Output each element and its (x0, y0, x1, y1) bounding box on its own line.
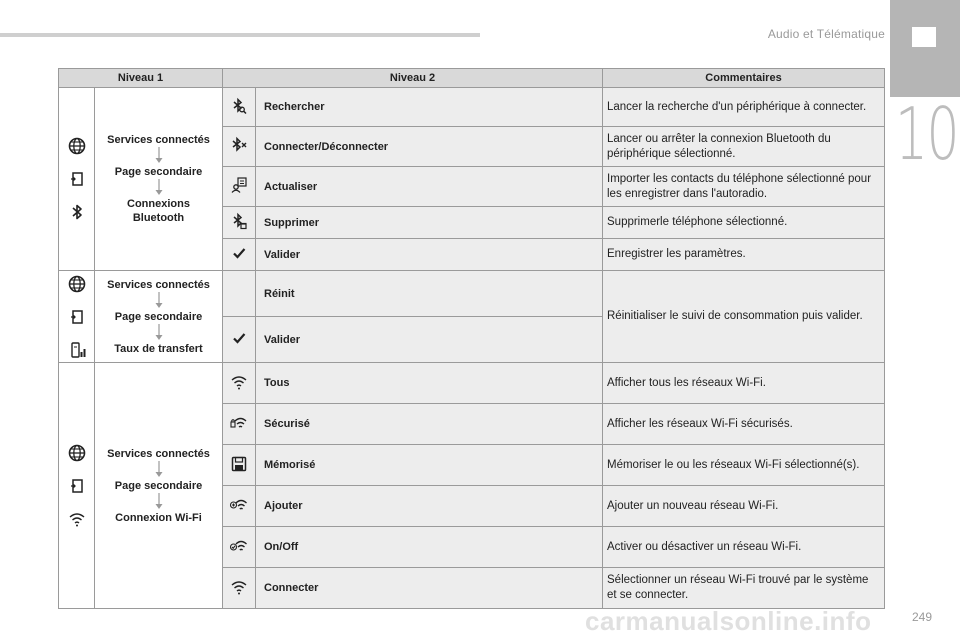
level2-icon-cell (223, 239, 256, 271)
path-step-2: Page secondaire (114, 310, 203, 323)
table-row (59, 363, 885, 404)
wifi-icon (67, 509, 87, 529)
comment: Afficher tous les réseaux Wi-Fi. (603, 363, 885, 404)
level2-label[interactable]: Actualiser (256, 167, 603, 207)
page-icon (67, 476, 87, 496)
arrow-down-icon (154, 324, 164, 342)
comment: Enregistrer les paramètres. (603, 239, 885, 271)
column-header-comments: Commentaires (603, 69, 885, 88)
chapter-number: 10 (895, 92, 959, 176)
column-header-level1: Niveau 1 (59, 69, 223, 88)
wifi-toggle-icon (229, 536, 249, 556)
level2-label[interactable]: Rechercher (256, 88, 603, 127)
check-icon (229, 328, 249, 348)
comment: Ajouter un nouveau réseau Wi-Fi. (603, 486, 885, 527)
path-step-1: Services connectés (107, 447, 210, 460)
level2-icon-cell (223, 527, 256, 568)
wifi-secure-icon (229, 413, 249, 433)
path-step-3: Taux de transfert (114, 342, 203, 355)
wifi-icon (229, 577, 249, 597)
level2-icon-cell (223, 363, 256, 404)
level2-icon-cell (223, 568, 256, 609)
bluetooth-connect-icon (229, 135, 249, 155)
comment: Afficher les réseaux Wi-Fi sécurisés. (603, 404, 885, 445)
level1-path (95, 88, 223, 271)
level2-icon-cell (223, 207, 256, 239)
comment: Mémoriser le ou les réseaux Wi-Fi sélectionné(s). (603, 445, 885, 486)
level2-icon-cell (223, 271, 256, 317)
page-icon (67, 169, 87, 189)
path-step-1: Services connectés (107, 134, 210, 146)
comment: Lancer la recherche d'un périphérique à connecter. (603, 88, 885, 127)
table-row (59, 271, 885, 317)
level2-label[interactable]: On/Off (256, 527, 603, 568)
comment: Importer les contacts du téléphone sélectionné pour les enregistrer dans l'autoradio. (603, 167, 885, 207)
comment: Lancer ou arrêter la connexion Bluetooth du périphérique sélectionné. (603, 127, 885, 167)
table-row (59, 88, 885, 127)
level2-icon-cell (223, 486, 256, 527)
arrow-down-icon (154, 147, 164, 165)
bluetooth-refresh-icon (229, 175, 249, 195)
page-icon (67, 307, 87, 327)
level1-icons (59, 363, 95, 609)
bluetooth-search-icon (229, 96, 249, 116)
comment: Supprimerle téléphone sélectionné. (603, 207, 885, 239)
wifi-icon (229, 372, 249, 392)
level1-path (95, 271, 223, 363)
page-number: 249 (912, 610, 933, 624)
level1-icons (59, 88, 95, 271)
settings-table (58, 68, 885, 609)
arrow-down-icon (154, 461, 164, 479)
level2-label[interactable]: Valider (256, 317, 603, 363)
table-header (59, 69, 885, 88)
arrow-down-icon (154, 292, 164, 310)
comment: Sélectionner un réseau Wi-Fi trouvé par le système et se connecter. (603, 568, 885, 609)
path-step-3: Connexions Bluetooth (127, 198, 190, 224)
level2-label[interactable]: Connecter/Déconnecter (256, 127, 603, 167)
path-step-3: Connexion Wi-Fi (115, 511, 202, 524)
level2-label[interactable]: Sécurisé (256, 404, 603, 445)
level2-icon-cell (223, 88, 256, 127)
level2-label[interactable]: Ajouter (256, 486, 603, 527)
chapter-square (912, 27, 936, 47)
save-icon (229, 454, 249, 474)
wifi-add-icon (229, 495, 249, 515)
section-title: Audio et Télématique (767, 27, 885, 41)
level2-label[interactable]: Supprimer (256, 207, 603, 239)
check-icon (229, 243, 249, 263)
level2-label[interactable]: Valider (256, 239, 603, 271)
level2-icon-cell (223, 404, 256, 445)
path-step-2: Page secondaire (114, 479, 203, 492)
watermark: carmanualsonline.info (585, 606, 872, 636)
level2-label[interactable]: Réinit (256, 271, 603, 317)
header-rule (0, 33, 480, 37)
level2-icon-cell (223, 317, 256, 363)
arrow-down-icon (154, 493, 164, 511)
transfer-icon (67, 340, 87, 360)
level2-icon-cell (223, 167, 256, 207)
level1-path (95, 363, 223, 609)
column-header-level2: Niveau 2 (223, 69, 603, 88)
level2-icon-cell (223, 127, 256, 167)
chapter-tab (890, 0, 960, 97)
path-step-1: Services connectés (107, 278, 210, 291)
comment: Réinitialiser le suivi de consommation puis valider. (603, 271, 885, 363)
level2-icon-cell (223, 445, 256, 486)
arrow-down-icon (154, 179, 164, 197)
level1-icons (59, 271, 95, 363)
globe-icon (67, 443, 87, 463)
bluetooth-delete-icon (229, 211, 249, 231)
comment: Activer ou désactiver un réseau Wi-Fi. (603, 527, 885, 568)
level2-label[interactable]: Tous (256, 363, 603, 404)
globe-icon (67, 136, 87, 156)
path-step-2: Page secondaire (114, 166, 203, 178)
level2-label[interactable]: Connecter (256, 568, 603, 609)
globe-icon (67, 274, 87, 294)
level2-label[interactable]: Mémorisé (256, 445, 603, 486)
bluetooth-icon (67, 202, 87, 222)
